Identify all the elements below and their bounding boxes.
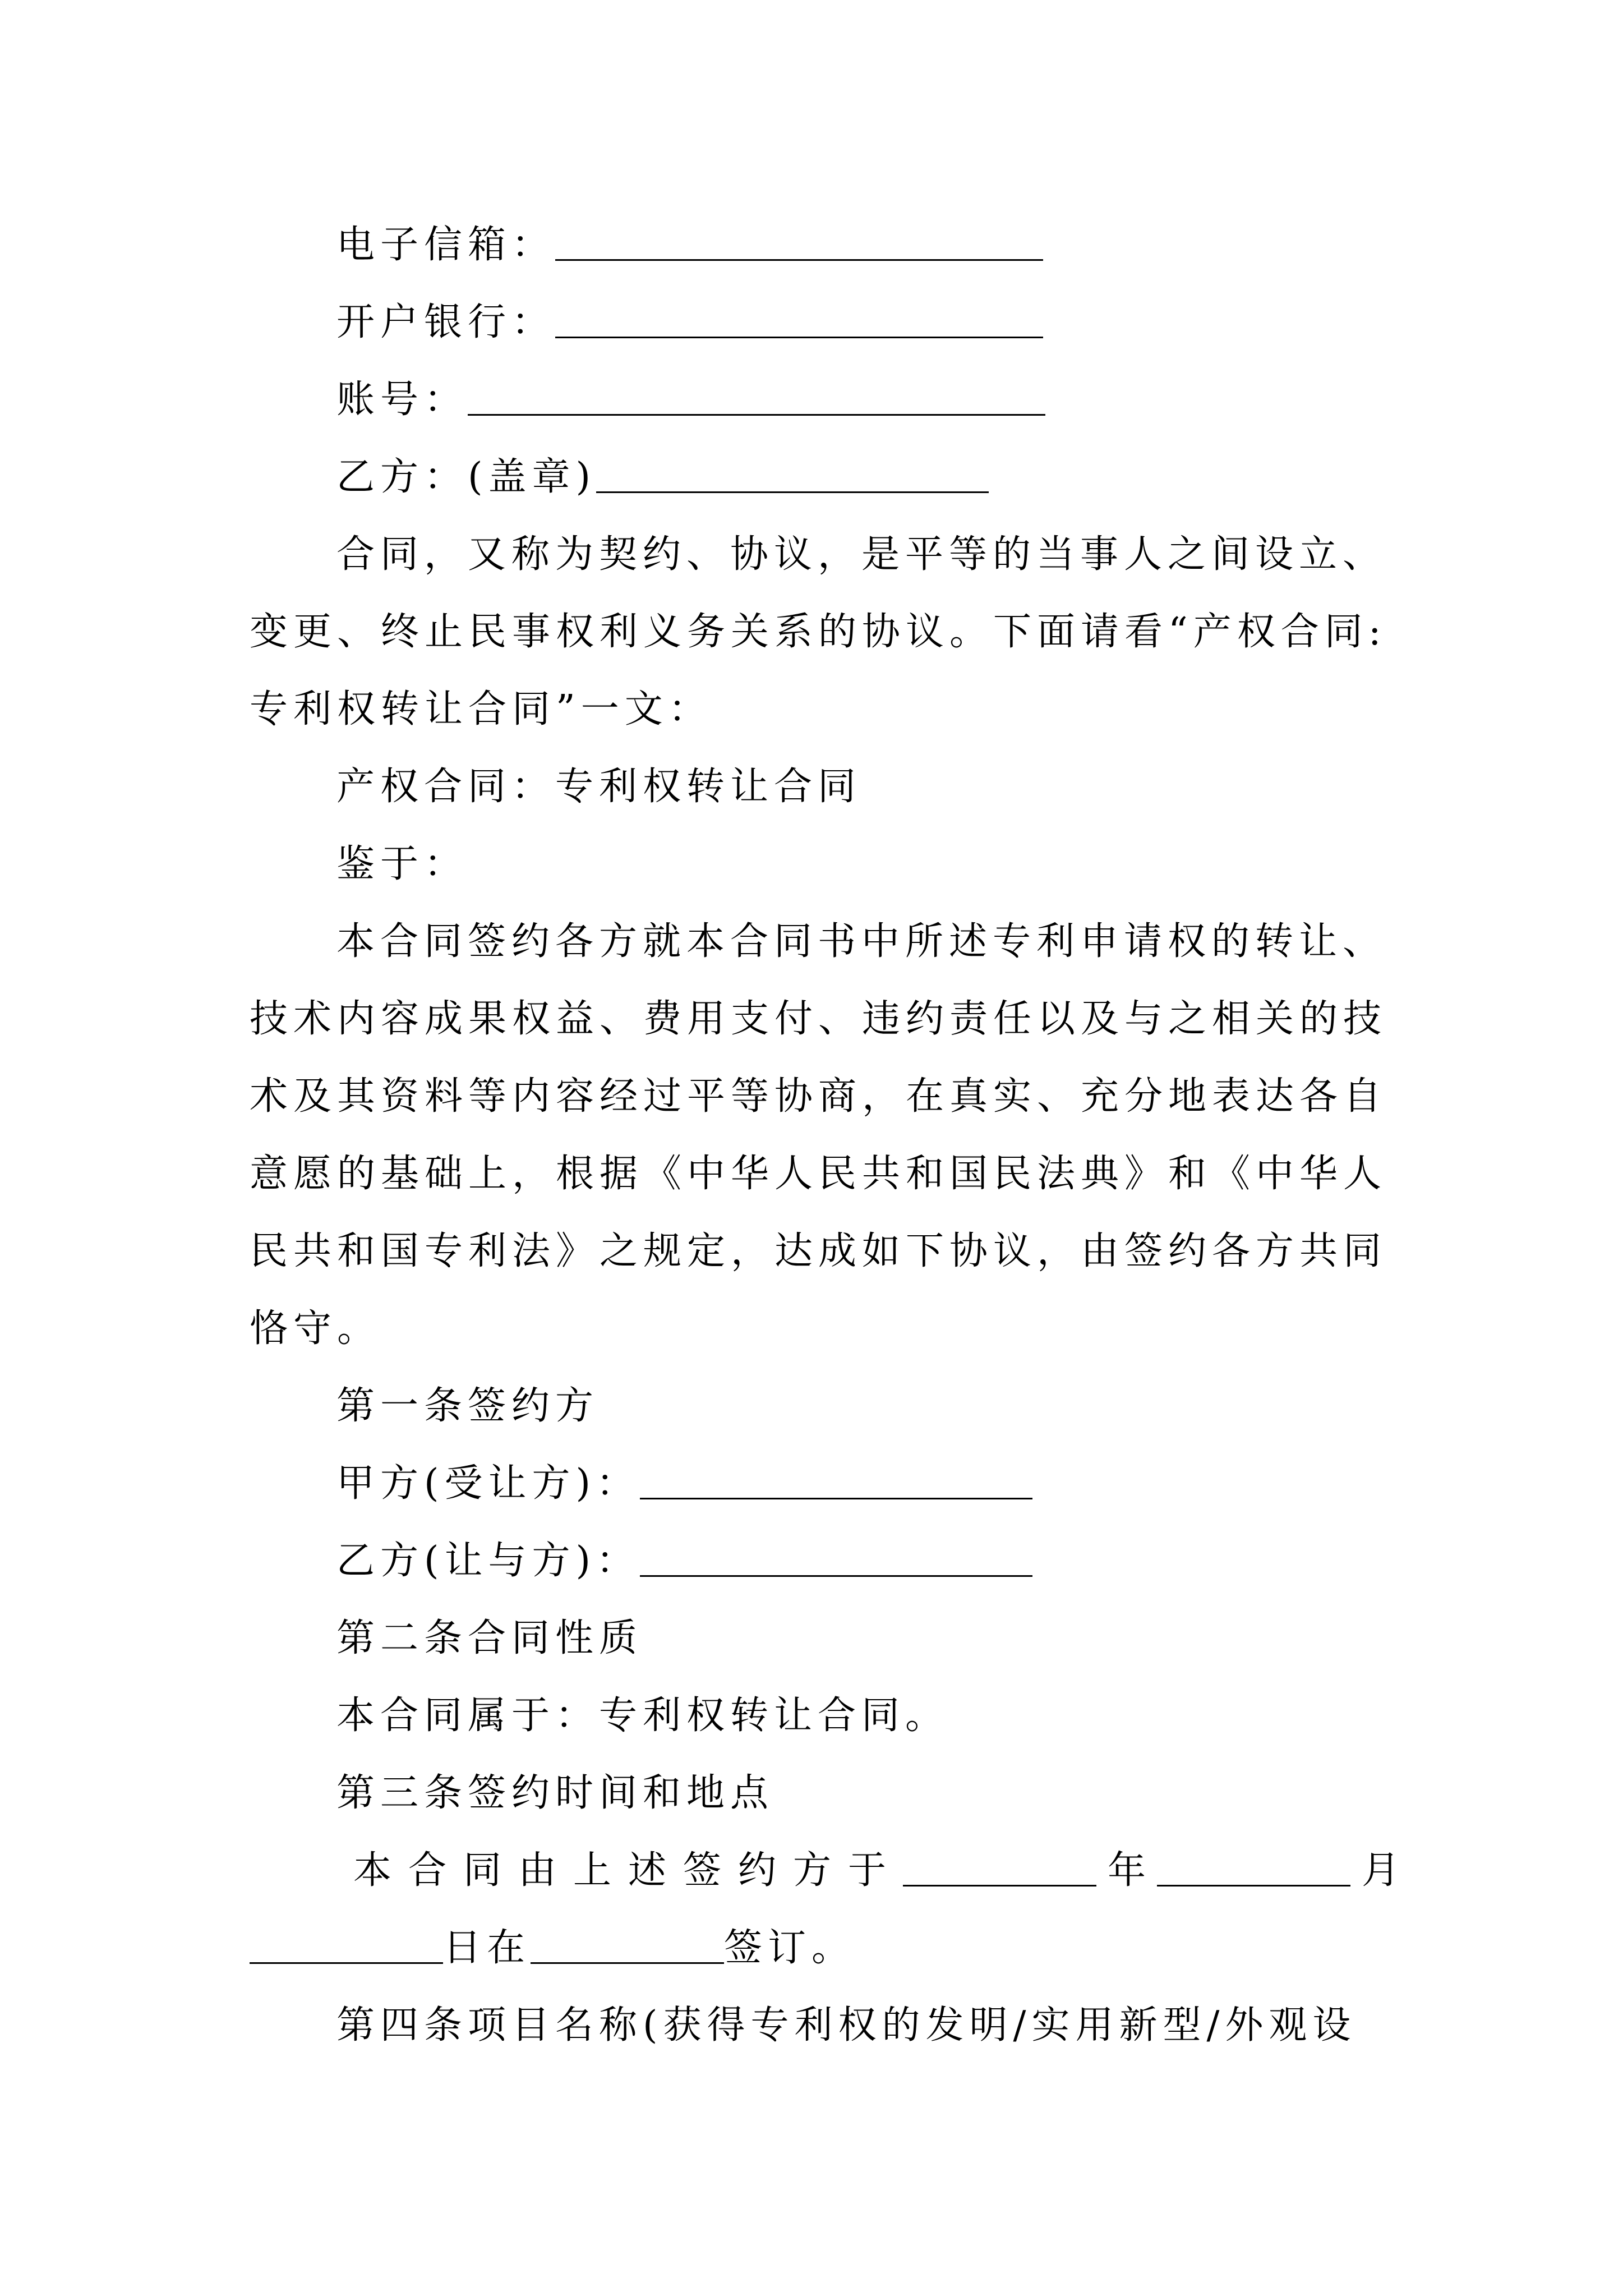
year-label: 年	[1108, 1848, 1152, 1893]
article3-text-start: 本合同由上述签约方于	[353, 1848, 903, 1893]
preamble-line-6: 恪守。	[250, 1306, 381, 1351]
partyb-seal-row	[336, 452, 989, 503]
article3-place-row	[250, 1923, 855, 1973]
party-b-label: 乙方(让与方)：	[336, 1539, 640, 1583]
article2-heading: 第二条合同性质	[336, 1616, 643, 1660]
account-label: 账号：	[336, 378, 468, 422]
article3-date-row	[353, 1846, 1405, 1896]
bank-row	[336, 297, 1043, 348]
bank-blank[interactable]	[555, 309, 1043, 338]
day-in-label: 日在	[443, 1926, 531, 1970]
party-b-blank[interactable]	[640, 1547, 1032, 1577]
month-label: 月	[1362, 1848, 1406, 1893]
intro-line-3: 专利权转让合同”一文：	[250, 687, 712, 731]
signed-label: 签订。	[724, 1926, 856, 1970]
article3-heading: 第三条签约时间和地点	[336, 1771, 774, 1815]
bank-label: 开户银行：	[336, 300, 556, 344]
party-a-label: 甲方(受让方)：	[336, 1461, 640, 1506]
party-a-row	[336, 1458, 1032, 1509]
month-blank[interactable]	[1157, 1857, 1350, 1887]
party-a-blank[interactable]	[640, 1470, 1032, 1499]
preamble-line-4: 意愿的基础上，根据《中华人民共和国民法典》和《中华人	[250, 1152, 1387, 1196]
year-blank[interactable]	[903, 1857, 1096, 1887]
intro-line-2: 变更、终止民事权利义务关系的协议。下面请看“产权合同:	[250, 610, 1387, 654]
preamble-line-3: 术及其资料等内容经过平等协商，在真实、充分地表达各自	[250, 1074, 1387, 1119]
account-blank[interactable]	[468, 386, 1045, 416]
whereas-label: 鉴于：	[336, 842, 468, 886]
article1-heading: 第一条签约方	[336, 1384, 600, 1428]
partyb-seal-label: 乙方：(盖章)	[336, 455, 597, 499]
party-b-row	[336, 1536, 1032, 1586]
preamble-line-5: 民共和国专利法》之规定，达成如下协议，由签约各方共同	[250, 1229, 1387, 1273]
account-row	[336, 375, 1045, 425]
document-title: 产权合同：专利权转让合同	[336, 765, 862, 809]
preamble-line-2: 技术内容成果权益、费用支付、违约责任以及与之相关的技	[250, 997, 1387, 1041]
article2-text: 本合同属于：专利权转让合同。	[336, 1694, 949, 1738]
email-row	[336, 220, 1043, 270]
article4-heading: 第四条项目名称(获得专利权的发明/实用新型/外观设	[336, 2003, 1357, 2047]
email-blank[interactable]	[555, 231, 1043, 261]
partyb-seal-blank[interactable]	[596, 463, 989, 493]
place-blank[interactable]	[531, 1934, 724, 1964]
preamble-line-1: 本合同签约各方就本合同书中所述专利申请权的转让、	[336, 919, 1387, 964]
email-label: 电子信箱：	[336, 223, 556, 267]
day-blank[interactable]	[250, 1934, 443, 1964]
intro-line-1: 合同，又称为契约、协议，是平等的当事人之间设立、	[336, 532, 1387, 577]
